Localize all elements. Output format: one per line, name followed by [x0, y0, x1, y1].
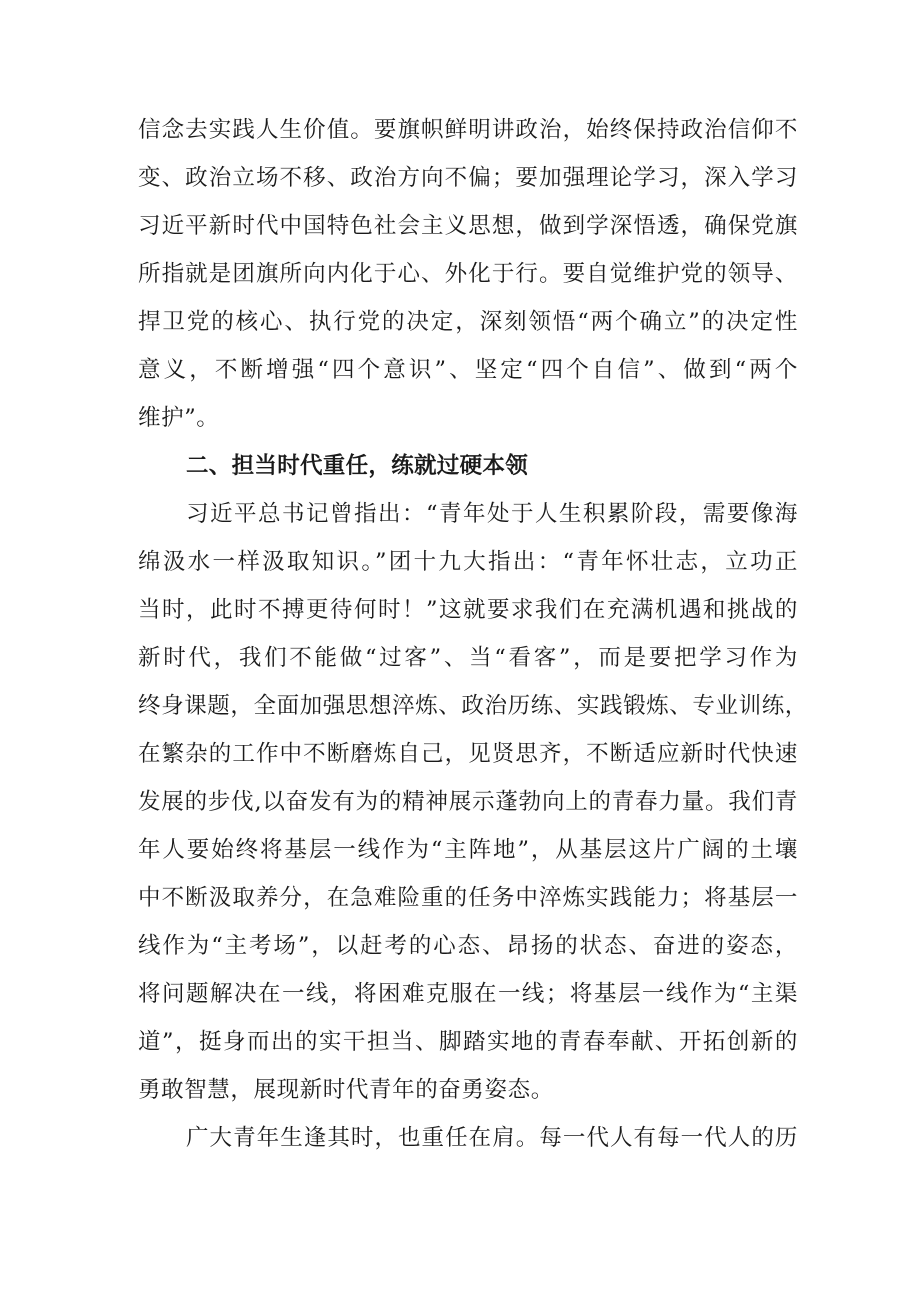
body-text-line: 年人要始终将基层一线作为“主阵地”，从基层这片广阔的土壤	[138, 837, 798, 863]
body-text-line: 发展的步伐,以奋发有为的精神展示蓬勃向上的青春力量。我们青	[138, 789, 798, 815]
body-text-line: 维护”。	[138, 405, 220, 431]
body-text-line: 当时，此时不搏更待何时！”这就要求我们在充满机遇和挑战的	[138, 597, 798, 623]
paragraph-first-line: 广大青年生逢其时，也重任在肩。每一代人有每一代人的历	[186, 1125, 798, 1151]
body-text-line: 新时代，我们不能做“过客”、当“看客”，而是要把学习作为	[138, 645, 798, 671]
body-text-line: 所指就是团旗所向内化于心、外化于行。要自觉维护党的领导、	[138, 261, 798, 287]
body-text-line: 绵汲水一样汲取知识。”团十九大指出：“青年怀壮志，立功正	[138, 549, 798, 575]
body-text-line: 终身课题，全面加强思想淬炼、政治历练、实践锻炼、专业训练，	[138, 693, 808, 719]
body-text-line: 勇敢智慧，展现新时代青年的奋勇姿态。	[138, 1077, 554, 1103]
body-text-line: 捍卫党的核心、执行党的决定，深刻领悟“两个确立”的决定性	[138, 309, 798, 335]
body-text-line: 习近平新时代中国特色社会主义思想，做到学深悟透，确保党旗	[138, 213, 798, 239]
body-text-line: 信念去实践人生价值。要旗帜鲜明讲政治，始终保持政治信仰不	[138, 117, 798, 143]
body-text-line: 将问题解决在一线，将困难克服在一线；将基层一线作为“主渠	[138, 981, 798, 1007]
body-text-line: 在繁杂的工作中不断磨炼自己，见贤思齐，不断适应新时代快速	[138, 741, 798, 767]
body-text-line: 中不断汲取养分，在急难险重的任务中淬炼实践能力；将基层一	[138, 885, 798, 911]
body-text-line: 意义，不断增强“四个意识”、坚定“四个自信”、做到“两个	[138, 357, 798, 383]
section-heading: 二、担当时代重任，练就过硬本领	[186, 453, 529, 479]
body-text-line: 道”，挺身而出的实干担当、脚踏实地的青春奉献、开拓创新的	[138, 1029, 798, 1055]
body-text-line: 线作为“主考场”，以赶考的心态、昂扬的状态、奋进的姿态，	[138, 933, 798, 959]
paragraph-first-line: 习近平总书记曾指出：“青年处于人生积累阶段，需要像海	[186, 501, 798, 527]
body-text-line: 变、政治立场不移、政治方向不偏；要加强理论学习，深入学习	[138, 165, 798, 191]
